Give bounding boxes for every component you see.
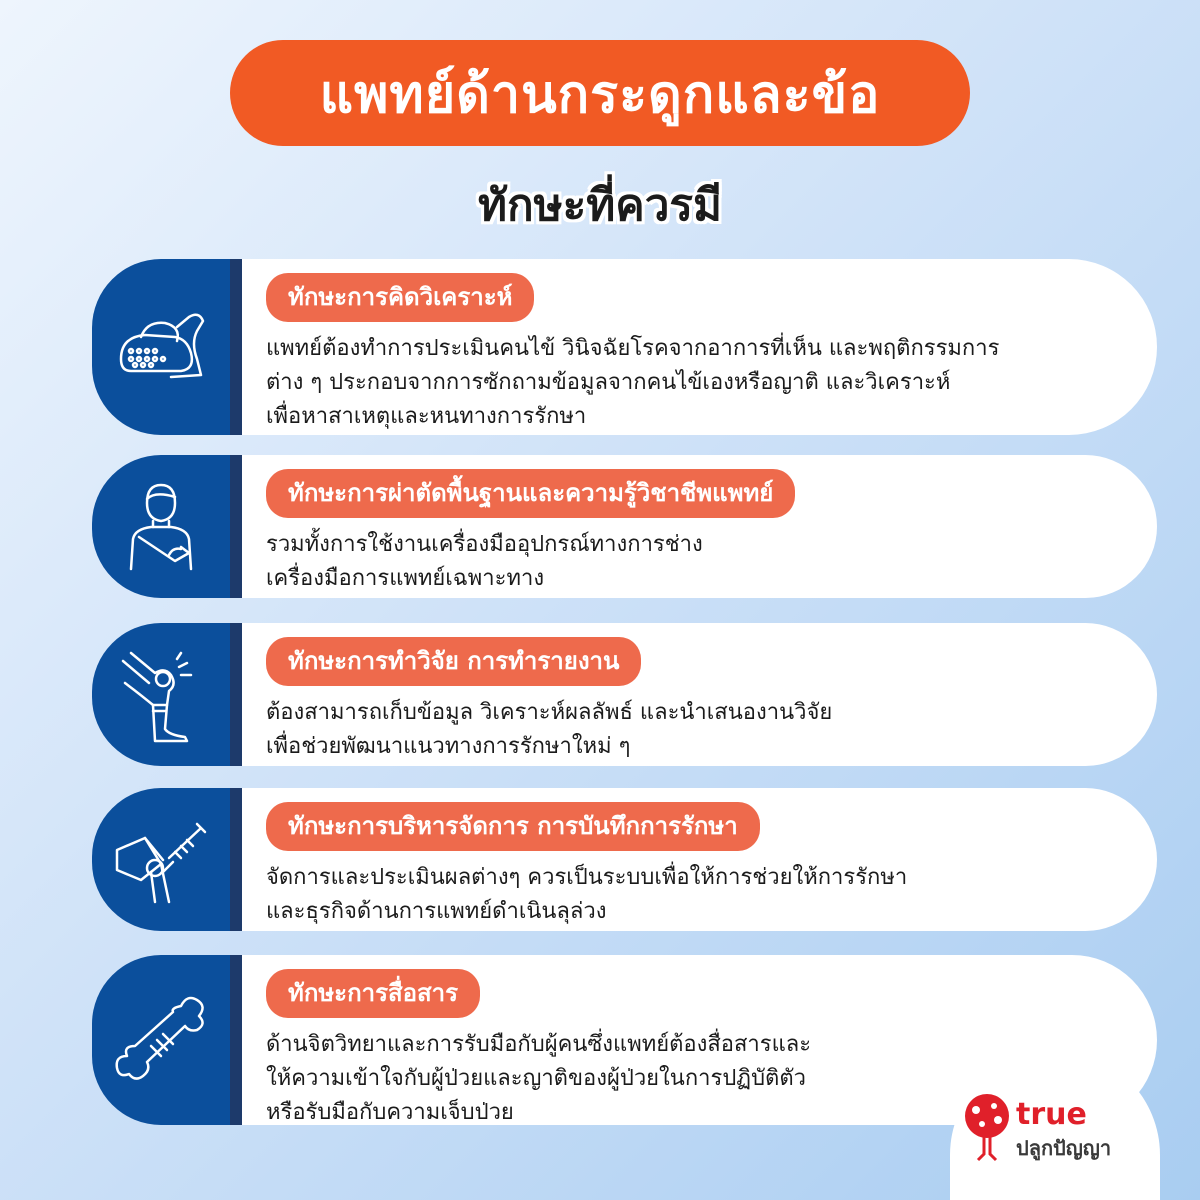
brand-name: true	[1016, 1097, 1087, 1132]
neck-pillow-icon	[111, 297, 211, 397]
icon-box	[92, 788, 230, 931]
skill-description: รวมทั้งการใช้งานเครื่องมืออุปกรณ์ทางการช่าง เครื่องมือการแพทย์เฉพาะทาง	[266, 532, 703, 591]
knee-injection-icon	[111, 810, 211, 910]
skill-description: ด้านจิตวิทยาและการรับมือกับผู้คนซึ่งแพทย์ต้องสื่อสารและ ให้ความเข้าใจกับผู้ป่วยและญาติของผู้ป่วยในการปฏิบัติตัว หรือรับมือกับความเจ็บป่วย	[266, 1032, 812, 1125]
skill-tag: ทักษะการผ่าตัดพื้นฐานและความรู้วิชาชีพแพทย์	[266, 469, 795, 518]
icon-box	[92, 623, 230, 766]
skill-body	[242, 259, 1157, 435]
skill-card	[92, 455, 1157, 598]
skill-tag: ทักษะการทำวิจัย การทำรายงาน	[266, 637, 641, 686]
skill-body	[242, 455, 1157, 598]
injured-leg-icon	[111, 645, 211, 745]
skill-tag: ทักษะการสื่อสาร	[266, 969, 480, 1018]
arm-sling-patient-icon	[111, 477, 211, 577]
skill-body	[242, 623, 1157, 766]
broken-bone-icon	[111, 990, 211, 1090]
skill-tag: ทักษะการบริหารจัดการ การบันทึกการรักษา	[266, 802, 760, 851]
icon-box	[92, 259, 230, 435]
brand-subname: ปลูกปัญญา	[1016, 1136, 1112, 1160]
skill-body	[242, 788, 1157, 931]
skill-description: แพทย์ต้องทำการประเมินคนไข้ วินิจฉัยโรคจากอาการที่เห็น และพฤติกรรมการ ต่าง ๆ ประกอบจากการซักถามข้อมูลจากคนไข้เองหรือญาติ และวิเคราะห์ เพื่อหาสาเหตุและหนทางการรักษา	[266, 336, 1000, 429]
title-banner	[230, 40, 970, 146]
tree-logo-icon	[960, 1092, 1014, 1162]
skill-description: ต้องสามารถเก็บข้อมูล วิเคราะห์ผลลัพธ์ และนำเสนองานวิจัย เพื่อช่วยพัฒนาแนวทางการรักษาใหม่ ๆ	[266, 700, 833, 759]
page-title: แพทย์ด้านกระดูกและข้อ	[319, 64, 881, 125]
skill-card	[92, 259, 1157, 435]
skill-card	[92, 788, 1157, 931]
page-subtitle: ทักษะที่ควรมี	[477, 180, 723, 231]
skill-card	[92, 623, 1157, 766]
icon-box	[92, 955, 230, 1125]
skill-tag: ทักษะการคิดวิเคราะห์	[266, 273, 534, 322]
skill-description: จัดการและประเมินผลต่างๆ ควรเป็นระบบเพื่อให้การช่วยให้การรักษา และธุรกิจด้านการแพทย์ดำเนินลุล่วง	[266, 865, 908, 924]
icon-box	[92, 455, 230, 598]
